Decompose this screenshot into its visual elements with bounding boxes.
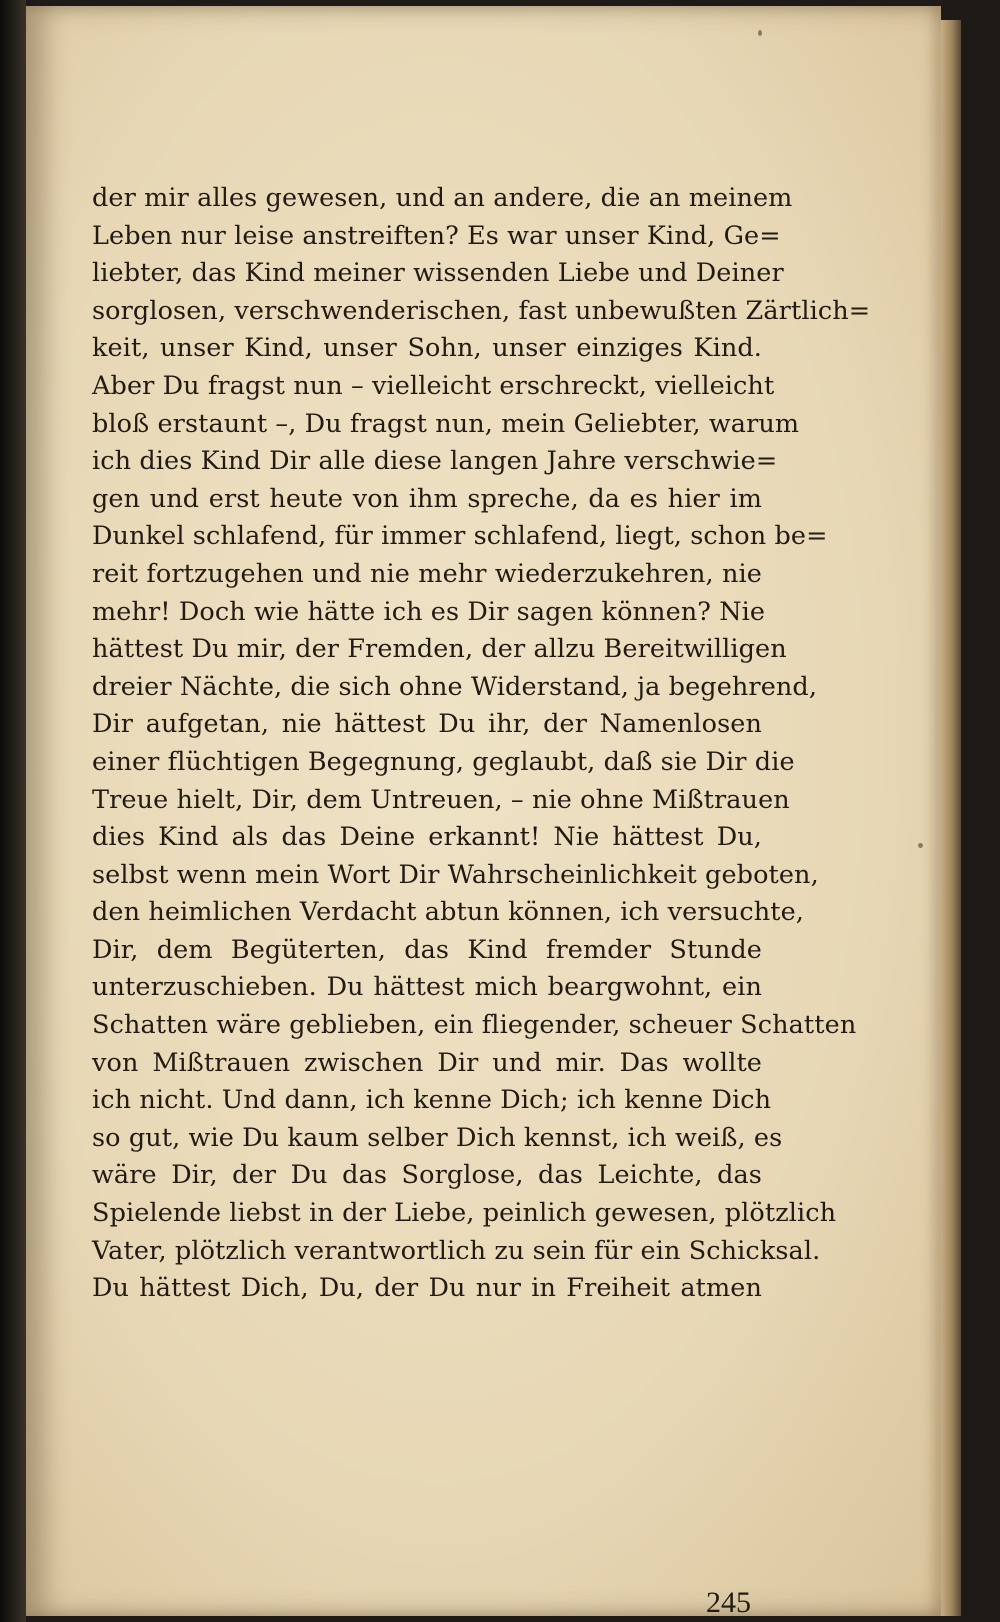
text-line: Dir aufgetan, nie hättest Du ihr, der Namenlosen (92, 709, 762, 740)
text-line: einer flüchtigen Begegnung, geglaubt, daß sie Dir die (92, 746, 795, 777)
text-line: unterzuschieben. Du hättest mich beargwohnt, ein (92, 972, 762, 1003)
text-line: den heimlichen Verdacht abtun können, ich versuchte, (92, 897, 804, 928)
paper-speck (918, 843, 923, 848)
text-line: reit fortzugehen und nie mehr wiederzukehren, nie (92, 558, 762, 589)
text-line: Dunkel schlafend, für immer schlafend, liegt, schon be= (92, 521, 828, 552)
text-line: der mir alles gewesen, und an andere, die an meinem (92, 183, 793, 213)
text-line: hättest Du mir, der Fremden, der allzu Bereitwilligen (92, 634, 787, 665)
text-line: selbst wenn mein Wort Dir Wahrscheinlichkeit geboten, (92, 859, 819, 890)
text-line: keit, unser Kind, unser Sohn, unser einziges Kind. (92, 333, 762, 364)
text-line: dreier Nächte, die sich ohne Widerstand, ja begehrend, (92, 671, 818, 702)
text-line: ich dies Kind Dir alle diese langen Jahre verschwie= (92, 446, 778, 477)
text-line: dies Kind als das Deine erkannt! Nie hättest Du, (92, 822, 762, 853)
text-line: wäre Dir, der Du das Sorglose, das Leichte, das (92, 1160, 762, 1191)
page-edge (941, 20, 961, 1616)
text-line: gen und erst heute von ihm spreche, da es hier im (92, 483, 762, 514)
text-line: Leben nur leise anstreiften? Es war unser Kind, Ge= (92, 220, 781, 251)
text-line: Treue hielt, Dir, dem Untreuen, – nie ohne Mißtrauen (92, 784, 790, 815)
text-line: Du hättest Dich, Du, der Du nur in Freiheit atmen (92, 1273, 762, 1304)
text-line: bloß erstaunt –, Du fragst nun, mein Geliebter, warum (92, 408, 800, 439)
page-number: 245 (706, 1586, 751, 1619)
text-line: Vater, plötzlich verantwortlich zu sein für ein Schicksal. (92, 1235, 821, 1266)
text-line: liebter, das Kind meiner wissenden Liebe und Deiner (92, 258, 784, 289)
text-line: ich nicht. Und dann, ich kenne Dich; ich kenne Dich (92, 1085, 772, 1116)
text-line: mehr! Doch wie hätte ich es Dir sagen können? Nie (92, 596, 766, 627)
text-line: von Mißtrauen zwischen Dir und mir. Das wollte (92, 1047, 762, 1078)
text-line: Dir, dem Begüterten, das Kind fremder Stunde (92, 934, 762, 965)
text-line: Spielende liebst in der Liebe, peinlich gewesen, plötzlich (92, 1198, 837, 1229)
body-text (92, 180, 871, 1308)
text-line: Schatten wäre geblieben, ein fliegender, scheuer Schatten (92, 1010, 857, 1041)
paper-speck (758, 30, 762, 36)
text-line: so gut, wie Du kaum selber Dich kennst, ich weiß, es (92, 1122, 783, 1153)
text-line: sorglosen, verschwenderischen, fast unbewußten Zärtlich= (92, 295, 871, 326)
text-line: Aber Du fragst nun – vielleicht erschreckt, vielleicht (92, 370, 775, 401)
book-spine (0, 0, 26, 1622)
